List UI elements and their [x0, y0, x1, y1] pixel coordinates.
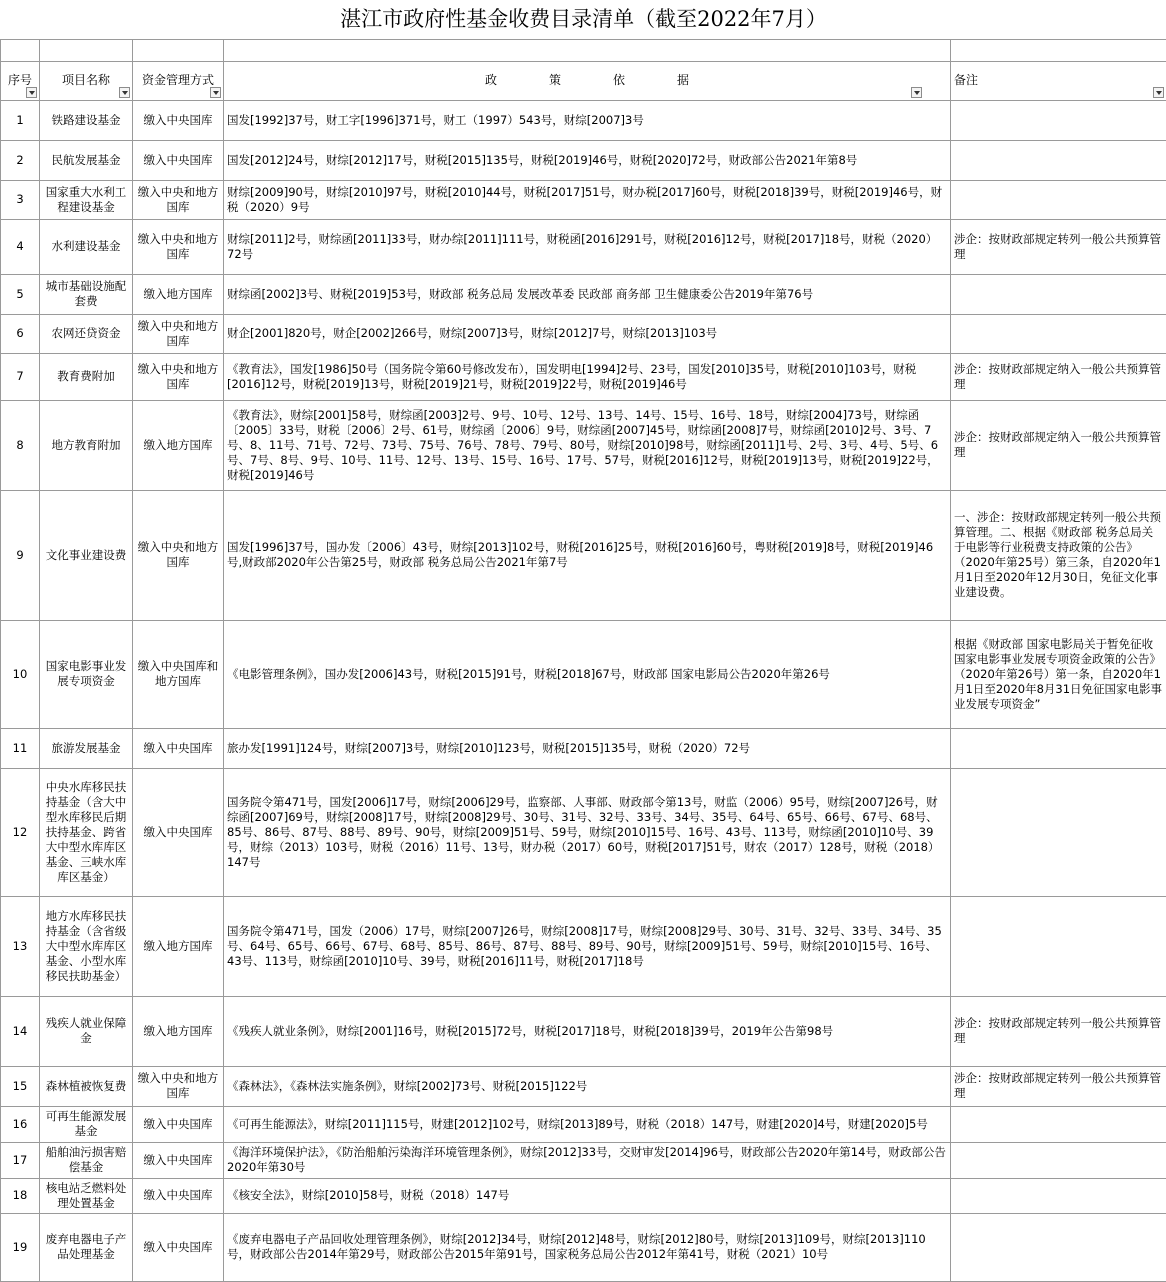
fund-management-cell[interactable]: 缴入中央国库 — [133, 100, 224, 140]
item-name-cell[interactable]: 地方水库移民扶持基金（含省级大中型水库库区基金、小型水库移民扶助基金） — [40, 896, 133, 996]
fund-management-cell[interactable]: 缴入中央国库 — [133, 1142, 224, 1178]
fund-management-cell[interactable]: 缴入中央国库 — [133, 768, 224, 896]
item-name-cell[interactable]: 森林植被恢复费 — [40, 1066, 133, 1106]
fund-management-cell[interactable]: 缴入中央和地方国库 — [133, 219, 224, 274]
remark-cell[interactable] — [951, 314, 1166, 353]
table-row — [1, 314, 1166, 353]
row-number-cell[interactable]: 8 — [1, 400, 40, 490]
fund-management-cell[interactable]: 缴入中央国库 — [133, 1213, 224, 1281]
policy-basis-cell[interactable]: 财企[2001]820号，财企[2002]266号，财综[2007]3号，财综[2012]7号，财综[2013]103号 — [224, 314, 951, 353]
row-number-cell[interactable]: 9 — [1, 490, 40, 620]
remark-cell[interactable] — [951, 768, 1166, 896]
table-row — [1, 180, 1166, 219]
remark-cell[interactable] — [951, 140, 1166, 180]
policy-basis-cell[interactable]: 《核安全法》，财综[2010]58号，财税（2018）147号 — [224, 1178, 951, 1213]
remark-cell[interactable] — [951, 896, 1166, 996]
policy-basis-cell[interactable]: 旅办发[1991]124号，财综[2007]3号，财综[2010]123号，财税[2015]135号，财税（2020）72号 — [224, 728, 951, 768]
row-number-cell[interactable]: 1 — [1, 100, 40, 140]
header-row — [1, 61, 1166, 100]
table-row — [1, 896, 1166, 996]
table-row — [1, 1213, 1166, 1281]
table-row — [1, 490, 1166, 620]
fund-management-cell[interactable]: 缴入地方国库 — [133, 274, 224, 314]
policy-basis-cell[interactable]: 《废弃电器电子产品回收处理管理条例》，财综[2012]34号，财综[2012]48号，财综[2012]80号，财综[2013]109号，财综[2013]110号，财政部公告2014年第29号，财政部公告2015年第91号，国家税务总局公告2012年第41号，财税（2021）10号 — [224, 1213, 951, 1281]
remark-cell[interactable]: 涉企：按财政部规定转列一般公共预算管理 — [951, 996, 1166, 1066]
item-name-cell[interactable]: 船舶油污损害赔偿基金 — [40, 1142, 133, 1178]
row-number-cell[interactable]: 10 — [1, 620, 40, 728]
remark-cell[interactable]: 涉企：按财政部规定纳入一般公共预算管理 — [951, 353, 1166, 400]
item-name-cell[interactable]: 核电站乏燃料处理处置基金 — [40, 1178, 133, 1213]
remark-cell[interactable]: 涉企：按财政部规定转列一般公共预算管理 — [951, 1066, 1166, 1106]
remark-cell[interactable]: 涉企：按财政部规定纳入一般公共预算管理 — [951, 400, 1166, 490]
row-number-cell[interactable]: 11 — [1, 728, 40, 768]
filter-dropdown-icon[interactable] — [26, 87, 37, 98]
row-number-cell[interactable]: 12 — [1, 768, 40, 896]
filter-dropdown-icon[interactable] — [1153, 87, 1164, 98]
item-name-cell[interactable]: 民航发展基金 — [40, 140, 133, 180]
row-number-cell[interactable]: 2 — [1, 140, 40, 180]
policy-basis-cell[interactable]: 国务院令第471号，国发[2006]17号，财综[2006]29号，监察部、人事部、财政部令第13号，财监（2006）95号，财综[2007]26号，财综函[2007]69号，财综[2008]17号，财综[2008]29号、30号、31号、32号、33号、34号、35号、64号、65号、66号、67号、68号、85号、86号、87号、88号、89号、90号，财综[2009]51号、59号，财综[2010]15号、16号、43号、113号，财综函[2010]10号、39号，财综（2013）103号，财税（2016）11号、13号，财办税（2017）60号，财税[2017]51号，财农（2017）128号，财税（2018）147号 — [224, 768, 951, 896]
fund-management-cell[interactable]: 缴入地方国库 — [133, 896, 224, 996]
remark-cell[interactable]: 涉企：按财政部规定转列一般公共预算管理 — [951, 219, 1166, 274]
row-number-cell[interactable]: 13 — [1, 896, 40, 996]
table-row — [1, 353, 1166, 400]
row-number-cell[interactable]: 18 — [1, 1178, 40, 1213]
row-number-cell[interactable]: 3 — [1, 180, 40, 219]
fund-management-cell[interactable]: 缴入中央国库 — [133, 728, 224, 768]
fund-management-cell[interactable]: 缴入地方国库 — [133, 996, 224, 1066]
fund-management-cell[interactable]: 缴入中央和地方国库 — [133, 180, 224, 219]
header-note[interactable]: 备注 — [951, 61, 1166, 100]
row-number-cell[interactable]: 14 — [1, 996, 40, 1066]
policy-basis-cell[interactable]: 国发[2012]24号，财综[2012]17号，财税[2015]135号，财税[2019]46号，财税[2020]72号，财政部公告2021年第8号 — [224, 140, 951, 180]
row-number-cell[interactable]: 17 — [1, 1142, 40, 1178]
table-row — [1, 1178, 1166, 1213]
policy-basis-cell[interactable]: 《可再生能源法》，财综[2011]115号，财建[2012]102号，财综[2013]89号，财税（2018）147号，财建[2020]4号，财建[2020]5号 — [224, 1106, 951, 1142]
item-name-cell[interactable]: 废弃电器电子产品处理基金 — [40, 1213, 133, 1281]
item-name-cell[interactable]: 中央水库移民扶持基金（含大中型水库移民后期扶持基金、跨省大中型水库库区基金、三峡水库库区基金） — [40, 768, 133, 896]
item-name-cell[interactable]: 铁路建设基金 — [40, 100, 133, 140]
table-row — [1, 140, 1166, 180]
remark-cell[interactable]: 根据《财政部 国家电影局关于暂免征收国家电影事业发展专项资金政策的公告》（2020年第26号）第一条，自2020年1月1日至2020年8月31日免征国家电影事业发展专项资金” — [951, 620, 1166, 728]
table-row — [1, 400, 1166, 490]
blank-row — [1, 39, 1166, 61]
policy-basis-cell[interactable]: 国务院令第471号，国发（2006）17号，财综[2007]26号，财综[2008]17号，财综[2008]29号、30号、31号、32号、33号、34号、35号、64号、65号、66号、67号、68号、85号、86号、87号、88号、89号、90号，财综[2009]51号、59号，财综[2010]15号、16号、43号、113号，财综函[2010]10号、39号，财税[2016]11号，财税[2017]18号 — [224, 896, 951, 996]
row-number-cell[interactable]: 15 — [1, 1066, 40, 1106]
remark-cell[interactable]: 一、涉企：按财政部规定转列一般公共预算管理。二、根据《财政部 税务总局关于电影等行业税费支持政策的公告》（2020年第25号）第三条，自2020年1月1日至2020年12月30日，免征文化事业建设费。 — [951, 490, 1166, 620]
header-name[interactable]: 项目名称 — [40, 61, 133, 100]
remark-cell[interactable] — [951, 100, 1166, 140]
fund-management-cell[interactable]: 缴入中央和地方国库 — [133, 314, 224, 353]
policy-basis-cell[interactable]: 《教育法》，财综[2001]58号，财综函[2003]2号、9号、10号、12号、13号、14号、15号、16号、18号，财综[2004]73号，财综函〔2005〕33号，财税〔2006〕2号、61号，财综函〔2006〕9号，财综函[2007]45号，财综函[2008]7号，财综函[2010]2号、3号、7号、8、11号、71号、72号、73号、75号、76号、78号、79号、80号，财综[2010]98号，财综函[2011]1号、2号、3号、4号、5号、6号、7号、8号、9号、10号、11号、12号、13号、15号、16号、17号、57号，财税[2016]12号，财税[2019]13号，财税[2019]22号，财税[2019]46号 — [224, 400, 951, 490]
fund-management-cell[interactable]: 缴入中央国库 — [133, 140, 224, 180]
fund-management-cell[interactable]: 缴入中央国库 — [133, 1178, 224, 1213]
filter-dropdown-icon[interactable] — [119, 87, 130, 98]
policy-basis-cell[interactable]: 《电影管理条例》，国办发[2006]43号，财税[2015]91号，财税[2018]67号，财政部 国家电影局公告2020年第26号 — [224, 620, 951, 728]
row-number-cell[interactable]: 7 — [1, 353, 40, 400]
table-row — [1, 1106, 1166, 1142]
policy-basis-cell[interactable]: 《残疾人就业条例》，财综[2001]16号，财税[2015]72号，财税[2017]18号，财税[2018]39号，2019年公告第98号 — [224, 996, 951, 1066]
item-name-cell[interactable]: 国家重大水利工程建设基金 — [40, 180, 133, 219]
table-row — [1, 728, 1166, 768]
fund-management-cell[interactable]: 缴入中央国库和地方国库 — [133, 620, 224, 728]
table-row — [1, 100, 1166, 140]
remark-cell[interactable] — [951, 180, 1166, 219]
table-row — [1, 1142, 1166, 1178]
table-row — [1, 768, 1166, 896]
table-row — [1, 274, 1166, 314]
header-basis[interactable]: 政 策 依 据 — [224, 61, 951, 100]
policy-basis-cell[interactable]: 《教育法》，国发[1986]50号（国务院令第60号修改发布），国发明电[1994]2号、23号，国发[2010]35号，财税[2010]103号，财税[2016]12号，财税[2019]13号，财税[2019]21号，财税[2019]22号，财税[2019]46号 — [224, 353, 951, 400]
filter-dropdown-icon[interactable] — [911, 87, 922, 98]
remark-cell[interactable] — [951, 1213, 1166, 1281]
item-name-cell[interactable]: 水利建设基金 — [40, 219, 133, 274]
policy-basis-cell[interactable]: 《海洋环境保护法》，《防治船舶污染海洋环境管理条例》，财综[2012]33号，交财审发[2014]96号，财政部公告2020年第14号，财政部公告2020年第30号 — [224, 1142, 951, 1178]
table-row — [1, 620, 1166, 728]
item-name-cell[interactable]: 国家电影事业发展专项资金 — [40, 620, 133, 728]
item-name-cell[interactable]: 城市基础设施配套费 — [40, 274, 133, 314]
remark-cell[interactable] — [951, 274, 1166, 314]
fund-management-cell[interactable]: 缴入中央国库 — [133, 1106, 224, 1142]
policy-basis-cell[interactable]: 国发[1996]37号，国办发〔2006〕43号，财综[2013]102号，财税[2016]25号，财税[2016]60号，粤财税[2019]8号，财税[2019]46号,财政部2020年公告第25号，财政部 税务总局公告2021年第7号 — [224, 490, 951, 620]
remark-cell[interactable] — [951, 728, 1166, 768]
title-row — [1, 0, 1166, 39]
fund-management-cell[interactable]: 缴入中央和地方国库 — [133, 490, 224, 620]
row-number-cell[interactable]: 16 — [1, 1106, 40, 1142]
policy-basis-cell[interactable]: 财综函[2002]3号、财税[2019]53号，财政部 税务总局 发展改革委 民政部 商务部 卫生健康委公告2019年第76号 — [224, 274, 951, 314]
table-row — [1, 996, 1166, 1066]
item-name-cell[interactable]: 教育费附加 — [40, 353, 133, 400]
remark-cell[interactable] — [951, 1106, 1166, 1142]
policy-basis-cell[interactable]: 国发[1992]37号，财工字[1996]371号，财工（1997）543号，财综[2007]3号 — [224, 100, 951, 140]
row-number-cell[interactable]: 5 — [1, 274, 40, 314]
header-mgmt[interactable]: 资金管理方式 — [133, 61, 224, 100]
filter-dropdown-icon[interactable] — [210, 87, 221, 98]
policy-basis-cell[interactable]: 财综[2009]90号，财综[2010]97号，财税[2010]44号，财税[2017]51号，财办税[2017]60号，财税[2018]39号，财税[2019]46号，财税（2020）9号 — [224, 180, 951, 219]
item-name-cell[interactable]: 地方教育附加 — [40, 400, 133, 490]
item-name-cell[interactable]: 残疾人就业保障金 — [40, 996, 133, 1066]
row-number-cell[interactable]: 6 — [1, 314, 40, 353]
fund-management-cell[interactable]: 缴入地方国库 — [133, 400, 224, 490]
table-row — [1, 1066, 1166, 1106]
header-seq[interactable]: 序号 — [1, 61, 40, 100]
item-name-cell[interactable]: 旅游发展基金 — [40, 728, 133, 768]
policy-basis-cell[interactable]: 财综[2011]2号，财综函[2011]33号，财办综[2011]111号，财税函[2016]291号，财税[2016]12号，财税[2017]18号，财税（2020）72号 — [224, 219, 951, 274]
sheet-title: 湛江市政府性基金收费目录清单（截至2022年7月） — [1, 0, 1166, 39]
remark-cell[interactable] — [951, 1142, 1166, 1178]
fund-management-cell[interactable]: 缴入中央和地方国库 — [133, 353, 224, 400]
row-number-cell[interactable]: 4 — [1, 219, 40, 274]
fund-management-cell[interactable]: 缴入中央和地方国库 — [133, 1066, 224, 1106]
row-number-cell[interactable]: 19 — [1, 1213, 40, 1281]
item-name-cell[interactable]: 可再生能源发展基金 — [40, 1106, 133, 1142]
item-name-cell[interactable]: 文化事业建设费 — [40, 490, 133, 620]
item-name-cell[interactable]: 农网还贷资金 — [40, 314, 133, 353]
remark-cell[interactable] — [951, 1178, 1166, 1213]
table-row — [1, 219, 1166, 274]
policy-basis-cell[interactable]: 《森林法》，《森林法实施条例》，财综[2002]73号、财税[2015]122号 — [224, 1066, 951, 1106]
